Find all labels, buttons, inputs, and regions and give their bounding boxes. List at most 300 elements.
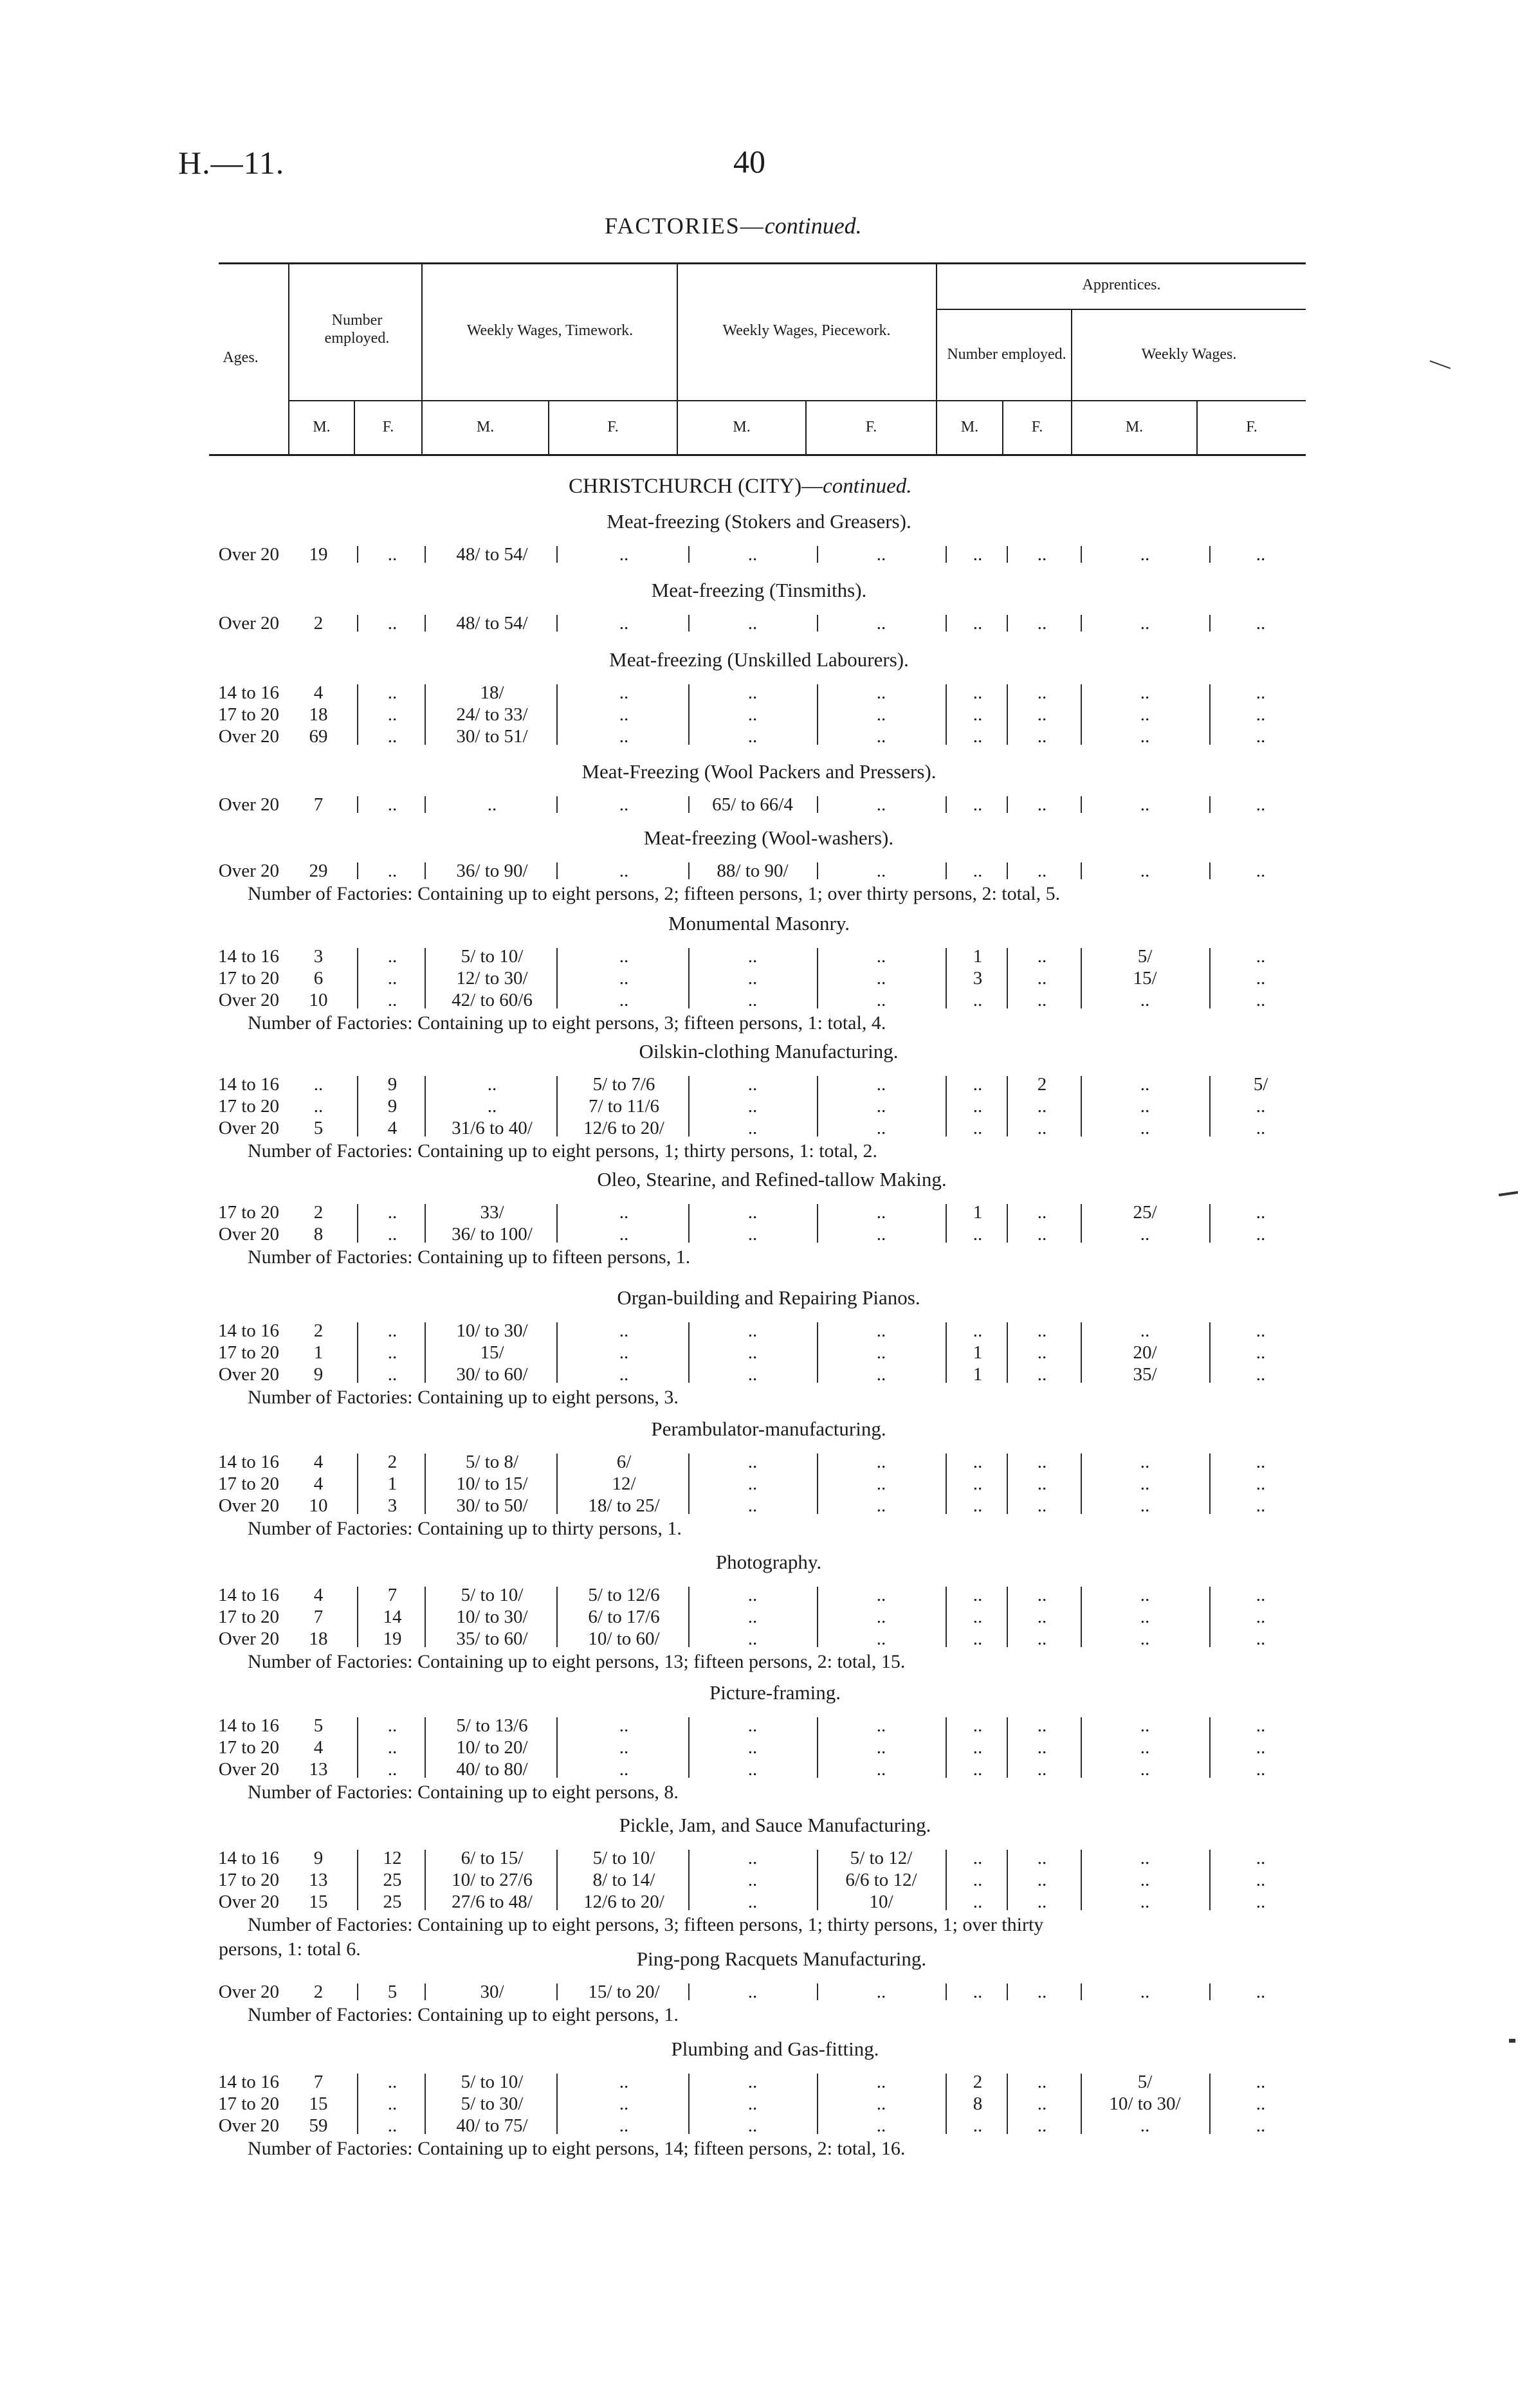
column-rule (1081, 615, 1082, 632)
cell-wf: .. (1256, 946, 1266, 967)
cell-wm: .. (1140, 726, 1150, 747)
column-rule (425, 615, 426, 632)
cell-tf: .. (619, 2115, 629, 2136)
cell-pf: .. (876, 1074, 886, 1095)
cell-nm: 19 (309, 544, 328, 565)
cell-wm: .. (1140, 1892, 1150, 1912)
cell-tm: .. (487, 1074, 497, 1095)
column-rule (817, 546, 818, 563)
cell-pf: .. (876, 682, 886, 703)
cell-age: Over 20 (218, 990, 279, 1010)
column-rule (688, 1850, 690, 1910)
cell-wm: .. (1140, 1452, 1150, 1472)
header-weekly-wages-piecework: Weekly Wages, Piecework. (722, 322, 891, 340)
cell-age: 14 to 16 (217, 1452, 279, 1472)
cell-tm: 40/ to 80/ (456, 1759, 528, 1780)
section-title: Pickle, Jam, and Sauce Manufacturing. (619, 1814, 931, 1836)
column-rule (1081, 684, 1082, 745)
cell-nm: 4 (313, 1585, 324, 1605)
cell-pm: .. (747, 682, 758, 703)
cell-wf: .. (1256, 1715, 1266, 1736)
column-rule (357, 1322, 358, 1383)
cell-tm: 18/ (480, 682, 504, 703)
column-rule (357, 862, 358, 879)
cell-nf: 19 (383, 1628, 402, 1649)
section-title: Meat-freezing (Stokers and Greasers). (607, 510, 911, 533)
cell-pm: .. (747, 1607, 758, 1627)
cell-wf: .. (1256, 1452, 1266, 1472)
cell-pm: .. (747, 1737, 758, 1758)
cell-tf: .. (619, 946, 629, 967)
cell-wm: .. (1140, 1982, 1150, 2002)
column-rule (425, 796, 426, 813)
cell-tf: 8/ to 14/ (592, 1870, 655, 1890)
section-title: Oilskin-clothing Manufacturing. (639, 1040, 899, 1063)
cell-pm: .. (747, 1585, 758, 1605)
column-rule (556, 1984, 558, 2000)
cell-tm: 30/ to 60/ (456, 1364, 528, 1385)
header-weekly-wages-timework: Weekly Wages, Timework. (466, 322, 634, 340)
cell-tf: .. (619, 2093, 629, 2114)
cell-nf: .. (387, 1364, 398, 1385)
cell-pf: .. (876, 1628, 886, 1649)
cell-tf: .. (619, 990, 629, 1010)
factory-count-note: Number of Factories: Containing up to eight persons, 3; fifteen persons, 1: total, 4. (248, 1012, 886, 1034)
column-rule (357, 1204, 358, 1243)
cell-nf: .. (387, 861, 398, 881)
cell-am: .. (973, 1715, 983, 1736)
column-rule (1209, 2074, 1211, 2134)
column-rule (425, 1076, 426, 1136)
cell-nm: 4 (313, 1737, 324, 1758)
cell-tf: 5/ to 12/6 (588, 1585, 660, 1605)
cell-am: .. (973, 1118, 983, 1138)
column-rule (425, 948, 426, 1008)
cell-nf: .. (387, 794, 398, 815)
cell-wm: .. (1140, 1870, 1150, 1890)
cell-tf: 12/6 to 20/ (583, 1892, 664, 1912)
column-rule (1081, 796, 1082, 813)
cell-nm: .. (313, 1096, 324, 1117)
cell-tf: .. (619, 861, 629, 881)
cell-nm: 5 (313, 1715, 324, 1736)
cell-nm: 59 (309, 2115, 328, 2136)
column-rule (817, 684, 818, 745)
column-rule (556, 684, 558, 745)
cell-af: .. (1037, 1452, 1047, 1472)
header-timework-m: M. (476, 419, 495, 436)
cell-pf: .. (876, 1737, 886, 1758)
cell-nm: 13 (309, 1759, 328, 1780)
cell-wf: .. (1256, 1473, 1266, 1494)
header-ages: Ages. (223, 349, 259, 367)
cell-nf: .. (387, 613, 398, 634)
cell-wf: .. (1256, 968, 1266, 989)
column-rule (425, 1984, 426, 2000)
column-rule (357, 1984, 358, 2000)
column-rule (425, 1717, 426, 1778)
cell-tm: 30/ (480, 1982, 504, 2002)
section-title: Meat-freezing (Unskilled Labourers). (609, 648, 909, 671)
column-rule (425, 1322, 426, 1383)
cell-am: .. (973, 990, 983, 1010)
column-rule (425, 684, 426, 745)
cell-nf: .. (387, 2115, 398, 2136)
cell-age: Over 20 (218, 1892, 279, 1912)
section-title: Photography. (715, 1551, 822, 1573)
column-rule (946, 862, 947, 879)
cell-tm: .. (487, 1096, 497, 1117)
cell-am: 1 (973, 1342, 983, 1363)
section-title: Oleo, Stearine, and Refined-tallow Making. (597, 1168, 947, 1190)
cell-tf: .. (619, 1759, 629, 1780)
header-timework-f: F. (607, 419, 619, 436)
factory-count-note: Number of Factories: Containing up to eight persons, 13; fifteen persons, 2: total, 15. (248, 1651, 906, 1672)
column-rule (946, 1322, 947, 1383)
cell-pm: .. (747, 1452, 758, 1472)
cell-age: 17 to 20 (217, 968, 279, 989)
cell-nf: 3 (387, 1495, 398, 1516)
cell-am: .. (973, 726, 983, 747)
cell-nf: 5 (387, 1982, 398, 2002)
cell-age: 17 to 20 (217, 1342, 279, 1363)
cell-pm: .. (747, 544, 758, 565)
column-rule (425, 1587, 426, 1647)
cell-age: 17 to 20 (217, 1870, 279, 1890)
cell-nf: .. (387, 682, 398, 703)
cell-wm: 25/ (1133, 1202, 1157, 1223)
cell-tm: 12/ to 30/ (456, 968, 528, 989)
cell-wf: .. (1256, 1224, 1266, 1245)
column-rule (946, 948, 947, 1008)
cell-tf: .. (619, 2072, 629, 2092)
cell-am: .. (973, 1848, 983, 1868)
column-rule (688, 684, 690, 745)
column-rule (688, 948, 690, 1008)
column-rule (1007, 1984, 1008, 2000)
cell-tf: .. (619, 1202, 629, 1223)
cell-pf: .. (876, 2115, 886, 2136)
cell-age: 17 to 20 (217, 1473, 279, 1494)
factory-count-note: Number of Factories: Containing up to eight persons, 3. (248, 1387, 679, 1408)
cell-wm: .. (1140, 704, 1150, 725)
column-rule (946, 1587, 947, 1647)
cell-nm: 2 (313, 1320, 324, 1341)
column-rule (1007, 684, 1008, 745)
column-rule (817, 948, 818, 1008)
cell-am: .. (973, 1320, 983, 1341)
cell-pm: .. (747, 1074, 758, 1095)
column-rule (1209, 615, 1211, 632)
cell-af: .. (1037, 682, 1047, 703)
cell-af: .. (1037, 1607, 1047, 1627)
column-rule (357, 2074, 358, 2134)
cell-wm: .. (1140, 1759, 1150, 1780)
cell-wf: .. (1256, 794, 1266, 815)
cell-af: 2 (1037, 1074, 1047, 1095)
cell-af: .. (1037, 1982, 1047, 2002)
column-rule (425, 2074, 426, 2134)
cell-tm: 48/ to 54/ (456, 544, 528, 565)
cell-wf: .. (1256, 613, 1266, 634)
cell-age: Over 20 (218, 2115, 279, 2136)
cell-nf: .. (387, 946, 398, 967)
column-rule (1209, 684, 1211, 745)
cell-wf: .. (1256, 2115, 1266, 2136)
cell-tm: 5/ to 10/ (461, 946, 524, 967)
column-rule (1209, 862, 1211, 879)
cell-am: 1 (973, 1364, 983, 1385)
cell-tm: 30/ to 50/ (456, 1495, 528, 1516)
cell-wf: .. (1256, 1737, 1266, 1758)
cell-tf: .. (619, 726, 629, 747)
section-title: Meat-freezing (Tinsmiths). (651, 579, 867, 601)
cell-wm: .. (1140, 1495, 1150, 1516)
cell-age: 14 to 16 (217, 1715, 279, 1736)
column-rule (556, 1454, 558, 1514)
cell-nf: 9 (387, 1074, 398, 1095)
cell-pf: .. (876, 1759, 886, 1780)
cell-tm: 27/6 to 48/ (452, 1892, 533, 1912)
cell-am: 2 (973, 2072, 983, 2092)
cell-pm: .. (747, 946, 758, 967)
cell-nf: 12 (383, 1848, 402, 1868)
cell-pf: .. (876, 946, 886, 967)
column-rule (357, 1717, 358, 1778)
column-rule (946, 615, 947, 632)
cell-nf: .. (387, 704, 398, 725)
cell-af: .. (1037, 613, 1047, 634)
cell-am: .. (973, 1982, 983, 2002)
cell-wf: .. (1256, 1118, 1266, 1138)
cell-pm: .. (747, 704, 758, 725)
cell-tf: 5/ to 10/ (592, 1848, 655, 1868)
column-rule (1081, 1850, 1082, 1910)
column-rule (688, 1322, 690, 1383)
cell-nf: .. (387, 1342, 398, 1363)
cell-af: .. (1037, 2093, 1047, 2114)
cell-wf: .. (1256, 1096, 1266, 1117)
column-rule (1007, 1717, 1008, 1778)
cell-age: Over 20 (218, 1224, 279, 1245)
cell-pf: 5/ to 12/ (850, 1848, 913, 1868)
cell-tf: .. (619, 1320, 629, 1341)
cell-nm: 4 (313, 682, 324, 703)
cell-tf: 15/ to 20/ (588, 1982, 660, 2002)
column-rule (556, 1322, 558, 1383)
cell-nf: 4 (387, 1118, 398, 1138)
header-app-wages-m: M. (1125, 419, 1144, 436)
cell-am: .. (973, 613, 983, 634)
cell-nf: 25 (383, 1870, 402, 1890)
cell-nf: .. (387, 1202, 398, 1223)
column-rule (1007, 796, 1008, 813)
column-rule (1007, 1204, 1008, 1243)
cell-nf: .. (387, 1224, 398, 1245)
cell-af: .. (1037, 968, 1047, 989)
cell-pf: 10/ (869, 1892, 893, 1912)
cell-age: 14 to 16 (217, 2072, 279, 2092)
cell-af: .. (1037, 1224, 1047, 1245)
cell-wm: .. (1140, 1224, 1150, 1245)
cell-pf: .. (876, 1118, 886, 1138)
column-rule (1081, 2074, 1082, 2134)
column-rule (688, 2074, 690, 2134)
cell-pf: .. (876, 613, 886, 634)
cell-wm: .. (1140, 1074, 1150, 1095)
cell-af: .. (1037, 1870, 1047, 1890)
cell-tm: 42/ to 60/6 (452, 990, 533, 1010)
cell-tm: 5/ to 30/ (461, 2093, 524, 2114)
cell-pm: .. (747, 1495, 758, 1516)
cell-pf: .. (876, 1364, 886, 1385)
cell-tm: 5/ to 10/ (461, 2072, 524, 2092)
column-rule (1209, 948, 1211, 1008)
cell-wf: .. (1256, 1848, 1266, 1868)
cell-age: Over 20 (218, 544, 279, 565)
cell-tf: .. (619, 794, 629, 815)
cell-nm: 4 (313, 1473, 324, 1494)
cell-af: .. (1037, 1202, 1047, 1223)
cell-pf: .. (876, 1224, 886, 1245)
cell-nf: .. (387, 1715, 398, 1736)
cell-pm: .. (747, 1715, 758, 1736)
section-title: Monumental Masonry. (668, 912, 850, 935)
cell-am: .. (973, 1452, 983, 1472)
factory-count-note: Number of Factories: Containing up to eight persons, 2; fifteen persons, 1; over thirty persons, 2: total, 5. (248, 883, 1061, 904)
cell-pf: .. (876, 544, 886, 565)
cell-nm: 18 (309, 704, 328, 725)
factory-count-note-continued: persons, 1: total 6. (219, 1938, 361, 1960)
header-number-m: M. (313, 419, 331, 436)
cell-af: .. (1037, 1118, 1047, 1138)
cell-age: 14 to 16 (217, 1585, 279, 1605)
cell-tf: 12/6 to 20/ (583, 1118, 664, 1138)
factory-count-note: Number of Factories: Containing up to eight persons, 8. (248, 1782, 679, 1803)
cell-nm: 29 (309, 861, 328, 881)
cell-pf: .. (876, 1585, 886, 1605)
column-rule (1081, 1984, 1082, 2000)
cell-am: .. (973, 2115, 983, 2136)
cell-am: .. (973, 1074, 983, 1095)
cell-am: .. (973, 1607, 983, 1627)
column-rule (946, 2074, 947, 2134)
cell-af: .. (1037, 1848, 1047, 1868)
cell-tm: 31/6 to 40/ (452, 1118, 533, 1138)
cell-wm: 15/ (1133, 968, 1157, 989)
column-rule (1007, 615, 1008, 632)
cell-wf: .. (1256, 1982, 1266, 2002)
header-app-wages-f: F. (1246, 419, 1257, 436)
column-rule (1209, 1717, 1211, 1778)
cell-nm: 2 (313, 613, 324, 634)
column-rule (556, 2074, 558, 2134)
header-number-employed: Number employed. (324, 312, 390, 347)
cell-pf: .. (876, 2093, 886, 2114)
cell-wm: .. (1140, 861, 1150, 881)
cell-wm: .. (1140, 1118, 1150, 1138)
cell-age: 14 to 16 (217, 1848, 279, 1868)
cell-am: .. (973, 1737, 983, 1758)
section-title: Ping-pong Racquets Manufacturing. (636, 1947, 927, 1970)
cell-pf: .. (876, 1473, 886, 1494)
column-rule (946, 684, 947, 745)
cell-pf: .. (876, 1715, 886, 1736)
column-rule (817, 1204, 818, 1243)
cell-wm: .. (1140, 1320, 1150, 1341)
cell-tm: 48/ to 54/ (456, 613, 528, 634)
cell-nf: 2 (387, 1452, 398, 1472)
cell-tf: .. (619, 682, 629, 703)
column-rule (556, 1850, 558, 1910)
column-rule (946, 1850, 947, 1910)
cell-pm: .. (747, 1759, 758, 1780)
section-title: Meat-Freezing (Wool Packers and Pressers). (581, 760, 937, 783)
column-rule (688, 1454, 690, 1514)
cell-wf: .. (1256, 1202, 1266, 1223)
cell-age: 17 to 20 (217, 1737, 279, 1758)
column-rule (1007, 948, 1008, 1008)
cell-wf: 5/ (1253, 1074, 1268, 1095)
cell-tf: .. (619, 704, 629, 725)
cell-nf: 25 (383, 1892, 402, 1912)
cell-nm: 10 (309, 990, 328, 1010)
cell-pm: .. (747, 1473, 758, 1494)
cell-nm: 6 (313, 968, 324, 989)
cell-nm: 10 (309, 1495, 328, 1516)
column-rule (357, 615, 358, 632)
column-rule (1081, 1587, 1082, 1647)
cell-am: 1 (973, 1202, 983, 1223)
cell-nm: 7 (313, 1607, 324, 1627)
cell-am: .. (973, 1495, 983, 1516)
cell-nm: .. (313, 1074, 324, 1095)
cell-wf: .. (1256, 1892, 1266, 1912)
cell-am: 1 (973, 946, 983, 967)
column-rule (556, 1717, 558, 1778)
cell-tf: .. (619, 1342, 629, 1363)
cell-pf: .. (876, 794, 886, 815)
cell-pf: .. (876, 1982, 886, 2002)
cell-pm: 65/ to 66/4 (712, 794, 793, 815)
column-rule (357, 1587, 358, 1647)
cell-wf: .. (1256, 544, 1266, 565)
cell-wf: .. (1256, 861, 1266, 881)
cell-am: 8 (973, 2093, 983, 2114)
cell-pm: .. (747, 726, 758, 747)
cell-wf: .. (1256, 1585, 1266, 1605)
cell-nm: 9 (313, 1364, 324, 1385)
cell-wm: 20/ (1133, 1342, 1157, 1363)
cell-nm: 18 (309, 1628, 328, 1649)
cell-am: .. (973, 1096, 983, 1117)
column-rule (1081, 1204, 1082, 1243)
column-rule (1209, 1454, 1211, 1514)
cell-wf: .. (1256, 2072, 1266, 2092)
column-rule (556, 796, 558, 813)
cell-wm: .. (1140, 1585, 1150, 1605)
cell-tm: 30/ to 51/ (456, 726, 528, 747)
cell-af: .. (1037, 726, 1047, 747)
cell-pm: .. (747, 1982, 758, 2002)
column-rule (817, 1717, 818, 1778)
cell-pf: .. (876, 1342, 886, 1363)
cell-age: Over 20 (218, 1628, 279, 1649)
column-rule (357, 796, 358, 813)
page-reference: H.—11. (178, 145, 285, 181)
cell-wf: .. (1256, 1870, 1266, 1890)
column-rule (556, 546, 558, 563)
